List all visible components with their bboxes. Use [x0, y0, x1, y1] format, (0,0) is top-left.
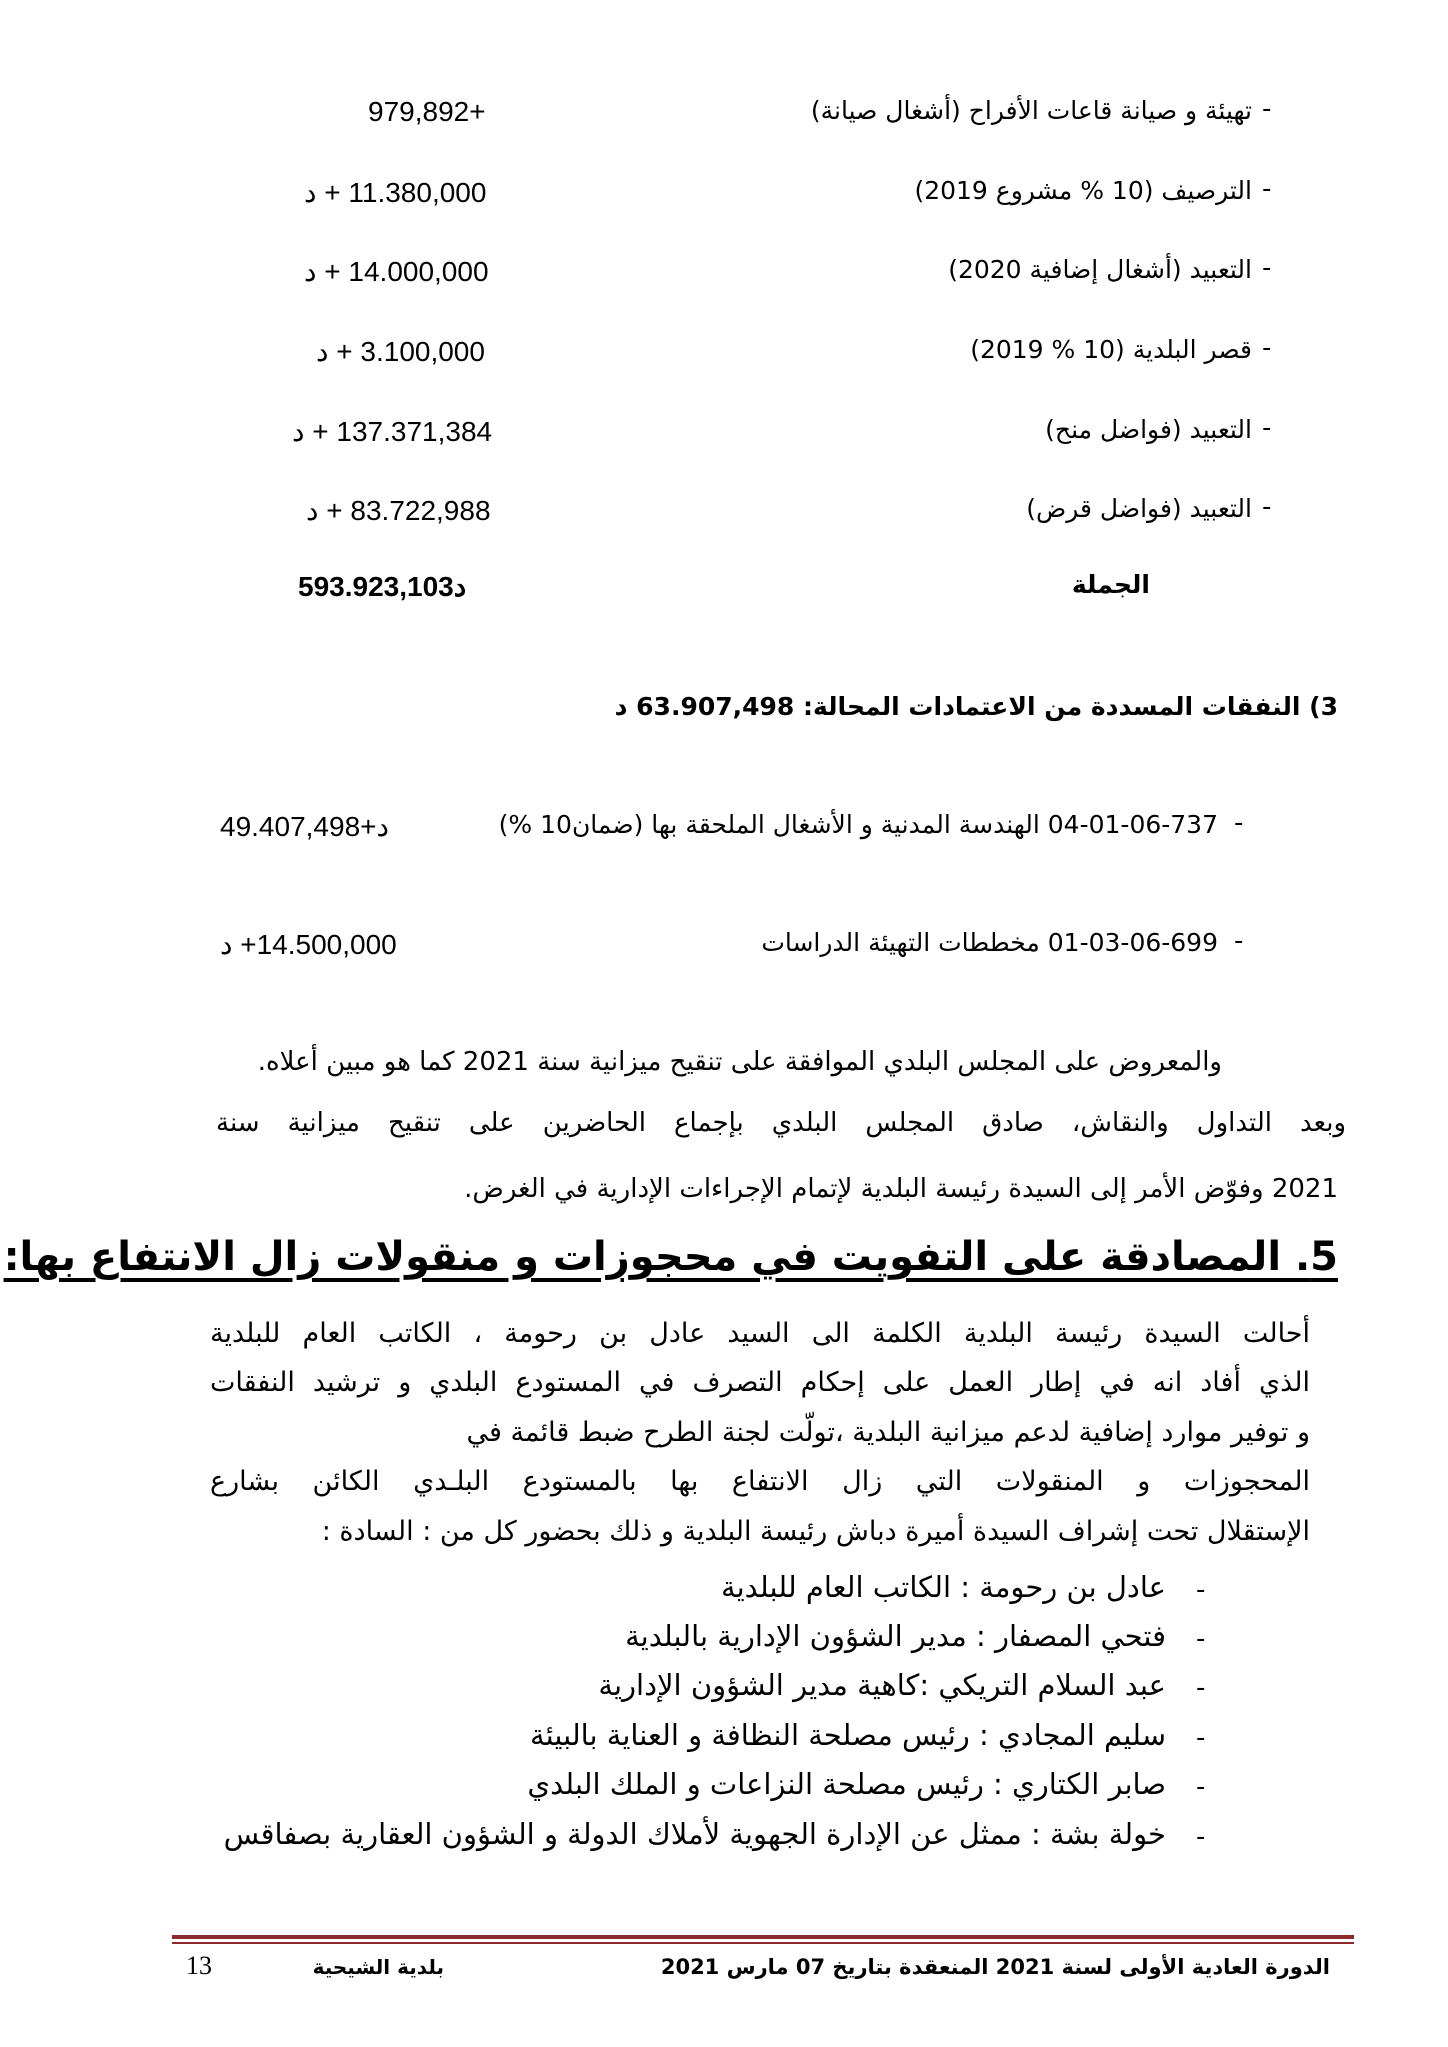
footer-rule [172, 1935, 1354, 1939]
list-dash: - [1262, 333, 1272, 363]
list-dash: - [1196, 1822, 1206, 1852]
footer-municipality: بلدية الشيحية [312, 1955, 444, 1979]
list-dash: - [1196, 1673, 1206, 1703]
item-value: 3.100,000 + د [316, 336, 485, 367]
item-value: 137.371,384 + د [292, 416, 493, 447]
total-value: 593.923,103د [298, 571, 467, 602]
list-dash: - [1196, 1723, 1206, 1753]
paragraph-line: أحالت السيدة رئيسة البلدية الكلمة الى السيد عادل بن رحومة ، الكاتب العام للبلدية [210, 1318, 1310, 1349]
attendee-item: فتحي المصفار : مدير الشؤون الإدارية بالبلدية [625, 1619, 1166, 1653]
list-dash: - [1196, 1772, 1206, 1802]
section-3-heading: 3) النفقات المسددة من الاعتمادات المحالة: 63.907,498 د [614, 692, 1338, 721]
list-dash: - [1262, 174, 1272, 204]
attendee-item: سليم المجادي : رئيس مصلحة النظافة و العناية بالبيئة [530, 1718, 1166, 1752]
item-label: التعبيد (فواضل قرض) [1026, 494, 1252, 523]
conclusion-line-3: 2021 وفوّض الأمر إلى السيدة رئيسة البلدية لإتمام الإجراءات الإدارية في الغرض. [464, 1174, 1338, 1204]
attendee-item: عادل بن رحومة : الكاتب العام للبلدية [721, 1570, 1166, 1604]
item-value: 83.722,988 + د [306, 495, 491, 526]
item-label: قصر البلدية (10 % 2019) [970, 335, 1252, 364]
footer-rule [172, 1942, 1354, 1944]
footer-session-text: الدورة العادية الأولى لسنة 2021 المنعقدة بتاريخ 07 مارس 2021 [660, 1955, 1330, 1979]
list-dash: - [1196, 1624, 1206, 1654]
attendee-item: خولة بشة : ممثل عن الإدارة الجهوية لأملاك الدولة و الشؤون العقارية بصفاقس [223, 1817, 1166, 1851]
page-number: 13 [186, 1951, 212, 1980]
paragraph-line: و توفير موارد إضافية لدعم ميزانية البلدية ،تولّت لجنة الطرح ضبط قائمة في [466, 1417, 1310, 1448]
expense-line-value: 14.500,000+ د [220, 929, 397, 960]
expense-line-label: 01-03-06-699 مخططات التهيئة الدراسات [761, 928, 1218, 957]
paragraph-line: المحجوزات و المنقولات التي زال الانتفاع بها بالمستودع البلـدي الكائن بشارع [210, 1466, 1310, 1497]
conclusion-line-2: وبعد التداول والنقاش، صادق المجلس البلدي بإجماع الحاضرين على تنقيح ميزانية سنة [216, 1108, 1346, 1138]
paragraph-line: الذي أفاد انه في إطار العمل على إحكام التصرف في المستودع البلدي و ترشيد النفقات [210, 1367, 1310, 1398]
conclusion-line-1: والمعروض على المجلس البلدي الموافقة على تنقيح ميزانية سنة 2021 كما هو مبين أعلاه. [257, 1047, 1222, 1077]
list-dash: - [1234, 926, 1244, 956]
list-dash: - [1196, 1575, 1206, 1605]
total-label: الجملة [1071, 570, 1150, 599]
item-label: التعبيد (فواضل منح) [1045, 415, 1252, 444]
list-dash: - [1234, 808, 1244, 838]
item-value: 11.380,000 + د [304, 177, 487, 208]
attendee-item: صابر الكتاري : رئيس مصلحة النزاعات و الملك البلدي [527, 1767, 1166, 1801]
list-dash: - [1262, 492, 1272, 522]
list-dash: - [1262, 413, 1272, 443]
section-5-heading: 5. المصادقة على التفويت في محجوزات و منقولات زال الانتفاع بها: [3, 1234, 1338, 1280]
item-label: الترصيف (10 % مشروع 2019) [914, 176, 1252, 205]
item-label: التعبيد (أشغال إضافية 2020) [948, 255, 1252, 284]
expense-line-value: 49.407,498+د [220, 811, 389, 842]
expense-line-label: 04-01-06-737 الهندسة المدنية و الأشغال الملحقة بها (ضمان10 %) [498, 810, 1218, 839]
item-label: تهيئة و صيانة قاعات الأفراح (أشغال صيانة) [810, 96, 1252, 125]
item-value: 979,892+ [368, 96, 486, 127]
list-dash: - [1262, 253, 1272, 283]
list-dash: - [1262, 94, 1272, 124]
paragraph-line: الإستقلال تحت إشراف السيدة أميرة دباش رئيسة البلدية و ذلك بحضور كل من : السادة : [321, 1516, 1310, 1547]
attendee-item: عبد السلام التريكي :كاهية مدير الشؤون الإدارية [598, 1668, 1166, 1702]
item-value: 14.000,000 + د [304, 256, 489, 287]
